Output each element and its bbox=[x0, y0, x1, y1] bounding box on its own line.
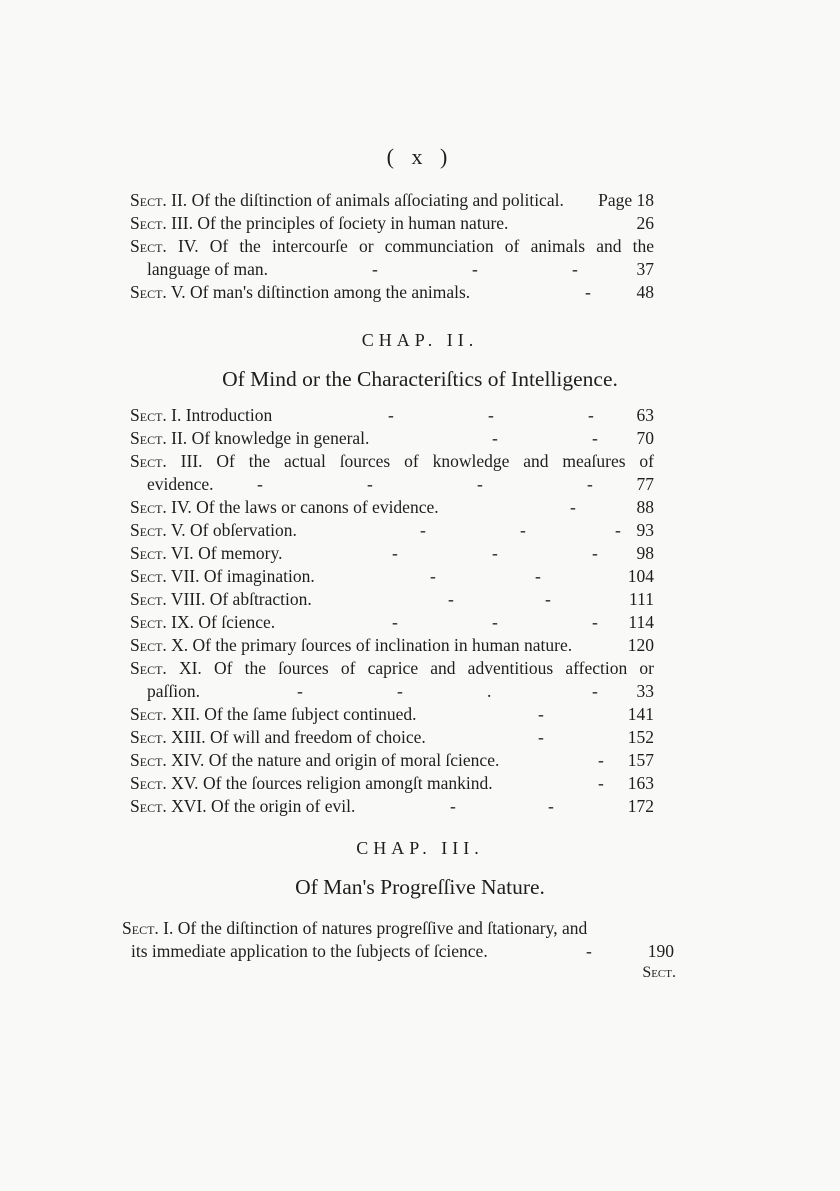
entry-line bbox=[130, 749, 654, 772]
entry-line bbox=[122, 917, 654, 940]
page-ref: 104 bbox=[627, 566, 654, 586]
section-number: I. bbox=[171, 405, 182, 425]
entry-line bbox=[130, 189, 654, 212]
leader-dots: - bbox=[586, 941, 592, 961]
leader-dots: - bbox=[520, 520, 526, 540]
entry-continuation bbox=[147, 258, 654, 281]
entry-line bbox=[130, 542, 654, 565]
section-number: VIII. bbox=[170, 589, 206, 609]
page-ref: 77 bbox=[636, 474, 654, 494]
entry-line bbox=[130, 404, 654, 427]
section-number: VII. bbox=[170, 566, 200, 586]
page-ref: 88 bbox=[636, 497, 654, 517]
page-ref: 114 bbox=[628, 612, 654, 632]
section-title: Of abſtraction. bbox=[209, 589, 312, 609]
section-label: Sect. bbox=[130, 704, 167, 724]
section-number: XI. bbox=[178, 658, 202, 678]
leader-dots: - bbox=[397, 681, 403, 701]
leader-dots: - bbox=[430, 566, 436, 586]
leader-dots: - bbox=[570, 497, 576, 517]
leader-dots: - bbox=[492, 612, 498, 632]
leader-dots: - bbox=[492, 543, 498, 563]
leader-dots: - bbox=[472, 259, 478, 279]
page-ref: 98 bbox=[636, 543, 654, 563]
page-number-ref: 18 bbox=[636, 190, 654, 210]
leader-dots: - bbox=[545, 589, 551, 609]
section-number: III. bbox=[180, 451, 203, 471]
section-title: Of the ſources religion amongſt mankind. bbox=[202, 773, 493, 793]
section-number: I. bbox=[163, 918, 174, 938]
section-title: Of the actual ſources of knowledge and meaſures of bbox=[216, 451, 655, 471]
section-title: Of the ſources of caprice and adventitious affection or bbox=[213, 658, 655, 678]
section-title: Of the diſtinction of natures progreſſive and ſtationary, and bbox=[177, 918, 588, 938]
page-ref bbox=[598, 189, 654, 212]
entry-line bbox=[130, 611, 654, 634]
entry-continuation bbox=[147, 680, 654, 703]
section-label: Sect. bbox=[122, 918, 159, 938]
entry-line bbox=[130, 450, 654, 473]
leader-dots: - bbox=[450, 796, 456, 816]
section-title: Of imagination. bbox=[203, 566, 315, 586]
section-number: XIII. bbox=[171, 727, 206, 747]
entry-line bbox=[130, 565, 654, 588]
leader-dots: - bbox=[392, 612, 398, 632]
entry-line bbox=[130, 634, 654, 657]
page-ref: 120 bbox=[627, 635, 654, 655]
leader-dots: - bbox=[587, 474, 593, 494]
page-ref: 93 bbox=[636, 520, 654, 540]
page-ref: 163 bbox=[627, 773, 654, 793]
chapter-heading: CHAP. II. bbox=[361, 330, 479, 350]
section-title: Of the ſame ſubject continued. bbox=[204, 704, 417, 724]
page-prefix: Page bbox=[598, 190, 633, 210]
leader-dots: - bbox=[548, 796, 554, 816]
section-label: Sect. bbox=[130, 727, 167, 747]
leader-dots: - bbox=[592, 543, 598, 563]
leader-dots: - bbox=[392, 543, 398, 563]
leader-dots: - bbox=[572, 259, 578, 279]
entry-line bbox=[130, 703, 654, 726]
section-label: Sect. bbox=[130, 213, 167, 233]
leader-dots: . bbox=[487, 681, 492, 701]
section-number: IX. bbox=[171, 612, 194, 632]
section-number: XIV. bbox=[171, 750, 205, 770]
leader-dots: - bbox=[592, 681, 598, 701]
leader-dots: - bbox=[448, 589, 454, 609]
section-number: XII. bbox=[171, 704, 200, 724]
section-title-cont: evidence. bbox=[147, 474, 214, 494]
section-label: Sect. bbox=[130, 451, 167, 471]
section-label: Sect. bbox=[130, 428, 167, 448]
section-title: Of memory. bbox=[198, 543, 283, 563]
leader-dots: - bbox=[538, 704, 544, 724]
section-label: Sect. bbox=[130, 236, 167, 256]
entry-line bbox=[130, 427, 654, 450]
leader-dots: - bbox=[388, 405, 394, 425]
entry-continuation bbox=[131, 940, 674, 963]
section-number: V. bbox=[170, 520, 186, 540]
section-title: Of ſcience. bbox=[198, 612, 276, 632]
leader-dots: - bbox=[615, 520, 621, 540]
section-title: Of man's diſtinction among the animals. bbox=[189, 282, 471, 302]
section-title: Of the nature and origin of moral ſcience. bbox=[208, 750, 500, 770]
section-title: Of the laws or canons of evidence. bbox=[196, 497, 439, 517]
entry-line bbox=[130, 212, 654, 235]
page-ref: 190 bbox=[647, 941, 674, 961]
leader-dots: - bbox=[477, 474, 483, 494]
section-number: X. bbox=[171, 635, 189, 655]
section-number: XVI. bbox=[171, 796, 207, 816]
entry-line bbox=[130, 795, 654, 818]
leader-dots: - bbox=[488, 405, 494, 425]
section-title: Of the primary ſources of inclination in human nature. bbox=[192, 635, 573, 655]
page-number: ( x ) bbox=[386, 144, 454, 169]
page-ref: 37 bbox=[636, 259, 654, 279]
section-title: Introduction bbox=[185, 405, 273, 425]
page-ref: 157 bbox=[627, 750, 654, 770]
section-label: Sect. bbox=[130, 190, 167, 210]
section-title: Of the principles of ſociety in human nature. bbox=[197, 213, 509, 233]
section-title-cont: paſſion. bbox=[147, 681, 200, 701]
section-title: Of the intercourſe or communciation of animals and the bbox=[209, 236, 655, 256]
section-label: Sect. bbox=[130, 589, 167, 609]
page-ref: 172 bbox=[627, 796, 654, 816]
section-title: Of the diſtinction of animals aſſociating and political. bbox=[191, 190, 564, 210]
section-label: Sect. bbox=[130, 750, 167, 770]
section-label: Sect. bbox=[130, 282, 167, 302]
leader-dots: - bbox=[588, 405, 594, 425]
section-title: Of knowledge in general. bbox=[191, 428, 370, 448]
leader-dots: - bbox=[585, 282, 591, 302]
leader-dots: - bbox=[592, 612, 598, 632]
leader-dots: - bbox=[535, 566, 541, 586]
leader-dots: - bbox=[372, 259, 378, 279]
leader-dots: - bbox=[492, 428, 498, 448]
page-ref: 26 bbox=[636, 213, 654, 233]
section-title: Of will and freedom of choice. bbox=[210, 727, 426, 747]
page-ref: 111 bbox=[629, 589, 654, 609]
entry-line bbox=[130, 519, 654, 542]
section-number: II. bbox=[171, 190, 188, 210]
chapter-title: Of Mind or the Characteriſtics of Intelligence. bbox=[222, 367, 618, 391]
section-label: Sect. bbox=[130, 796, 167, 816]
section-label: Sect. bbox=[130, 566, 167, 586]
page-ref: 48 bbox=[636, 282, 654, 302]
page-ref: 70 bbox=[636, 428, 654, 448]
section-label: Sect. bbox=[130, 773, 167, 793]
entry-line bbox=[130, 726, 654, 749]
entry-continuation bbox=[147, 473, 654, 496]
entry-line bbox=[130, 281, 654, 304]
leader-dots: - bbox=[420, 520, 426, 540]
section-title: Of the origin of evil. bbox=[211, 796, 356, 816]
section-label: Sect. bbox=[130, 543, 167, 563]
chapter-heading: CHAP. III. bbox=[356, 838, 484, 858]
leader-dots: - bbox=[598, 773, 604, 793]
section-label: Sect. bbox=[130, 658, 167, 678]
section-title-cont: language of man. bbox=[147, 259, 268, 279]
chapter-title: Of Man's Progreſſive Nature. bbox=[295, 875, 545, 899]
page-ref: 141 bbox=[627, 704, 654, 724]
entry-line bbox=[130, 772, 654, 795]
section-label: Sect. bbox=[130, 405, 167, 425]
page-ref: 152 bbox=[627, 727, 654, 747]
section-label: Sect. bbox=[130, 635, 167, 655]
catchword: Sect. bbox=[642, 964, 676, 981]
section-number: XV. bbox=[171, 773, 199, 793]
entry-line bbox=[130, 657, 654, 680]
entry-line bbox=[130, 496, 654, 519]
section-label: Sect. bbox=[130, 497, 167, 517]
section-number: VI. bbox=[170, 543, 194, 563]
page-ref: 63 bbox=[636, 405, 654, 425]
section-title-cont: its immediate application to the ſubjects of ſcience. bbox=[131, 941, 488, 961]
leader-dots: - bbox=[367, 474, 373, 494]
leader-dots: - bbox=[257, 474, 263, 494]
leader-dots: - bbox=[538, 727, 544, 747]
section-number: IV. bbox=[171, 497, 192, 517]
section-number: V. bbox=[170, 282, 186, 302]
leader-dots: - bbox=[598, 750, 604, 770]
entry-line bbox=[130, 235, 654, 258]
section-number: III. bbox=[171, 213, 194, 233]
section-number: II. bbox=[171, 428, 188, 448]
leader-dots: - bbox=[297, 681, 303, 701]
section-title: Of obſervation. bbox=[189, 520, 297, 540]
section-number: IV. bbox=[177, 236, 199, 256]
section-label: Sect. bbox=[130, 612, 167, 632]
leader-dots: - bbox=[592, 428, 598, 448]
entry-line bbox=[130, 588, 654, 611]
section-label: Sect. bbox=[130, 520, 167, 540]
page-ref: 33 bbox=[636, 681, 654, 701]
